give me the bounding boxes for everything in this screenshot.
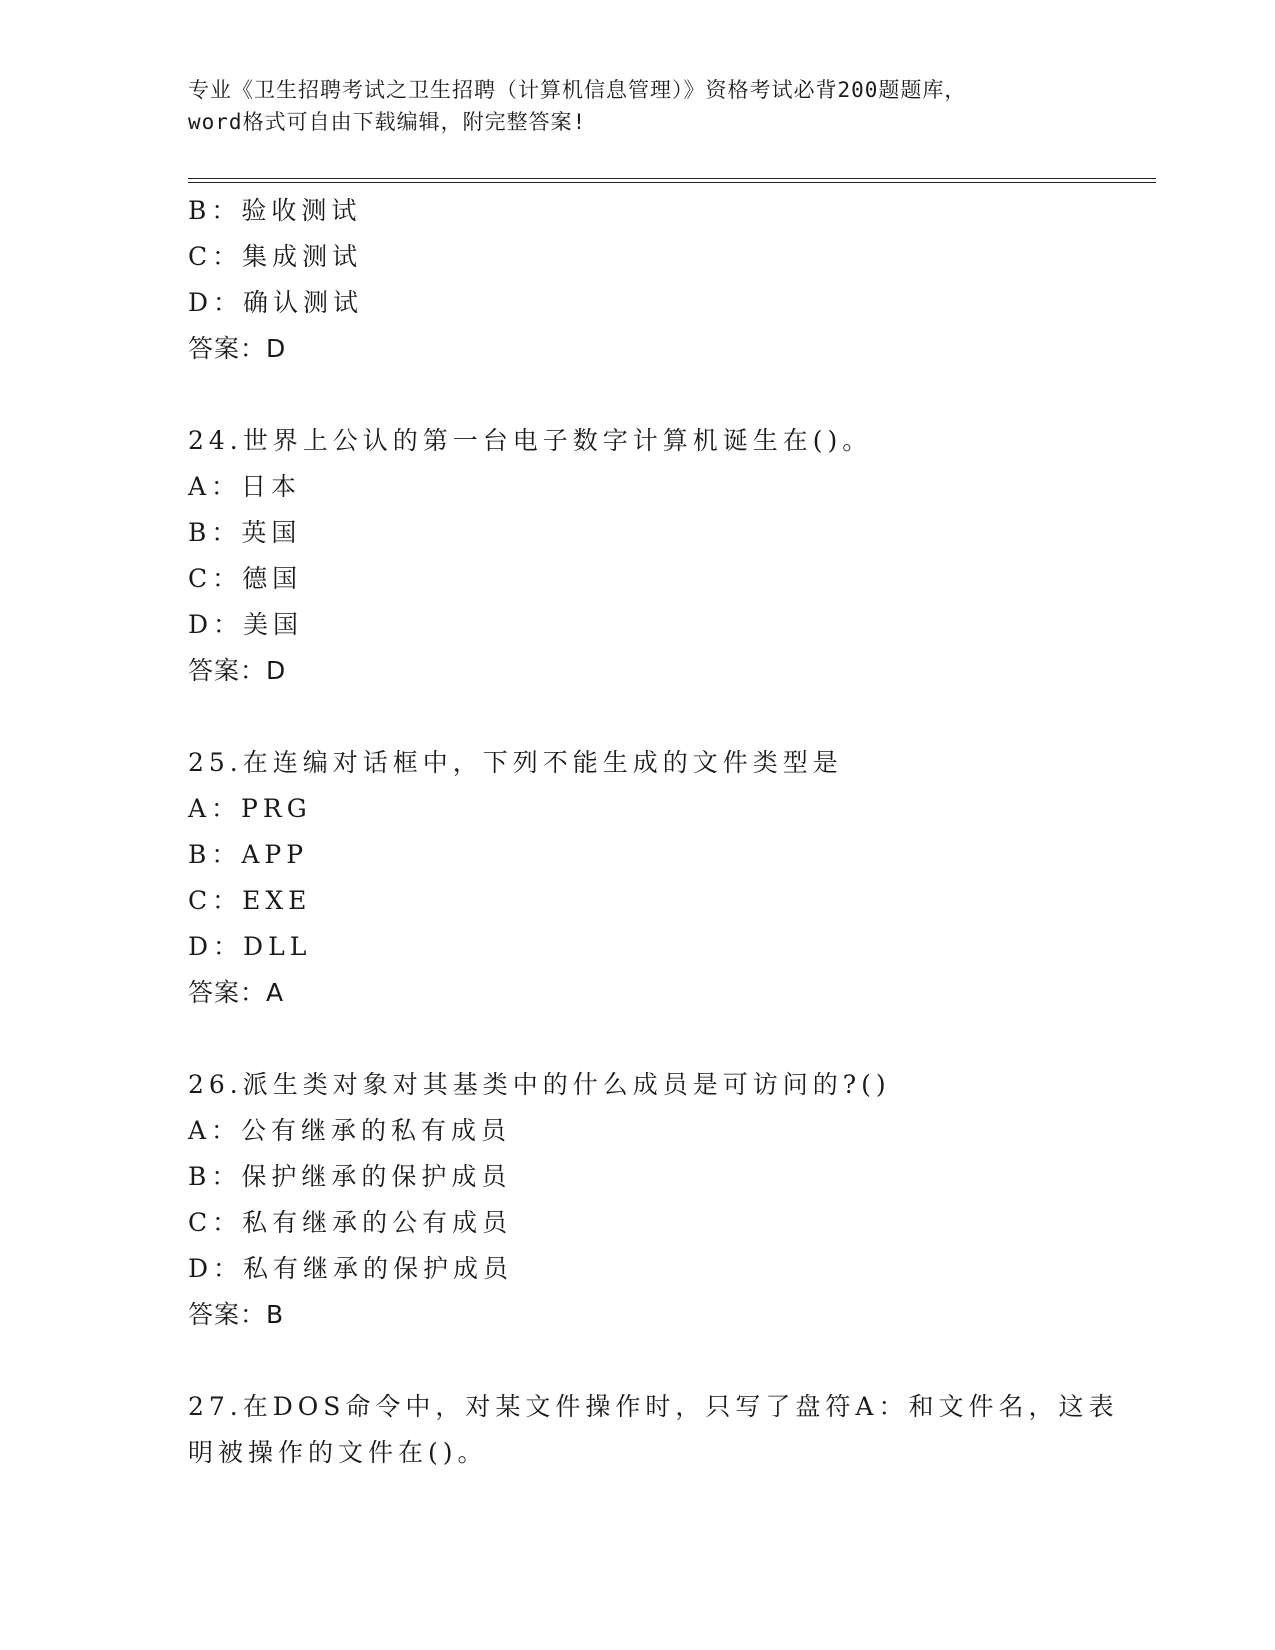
answer-line: 答案：A [188, 978, 285, 1007]
option-a: A：日本 [188, 472, 302, 501]
option-b: B：验收测试 [188, 196, 362, 225]
option-d: D：DLL [188, 932, 312, 961]
option-d: D：私有继承的保护成员 [188, 1254, 514, 1283]
question-26 [188, 1062, 1088, 1338]
answer-line: 答案：D [188, 656, 287, 685]
option-a: A：PRG [188, 794, 312, 823]
option-d: D：确认测试 [188, 288, 364, 317]
answer-line: 答案：D [188, 334, 287, 363]
question-text: 26.派生类对象对其基类中的什么成员是可访问的?() [188, 1070, 891, 1099]
question-23-continuation [188, 188, 1088, 372]
option-c: C：EXE [188, 886, 312, 915]
question-25 [188, 740, 1088, 1016]
header-divider [188, 178, 1156, 183]
question-text: 25.在连编对话框中，下列不能生成的文件类型是 [188, 748, 843, 777]
option-c: C：私有继承的公有成员 [188, 1208, 513, 1237]
option-b: B：APP [188, 840, 309, 869]
question-24 [188, 418, 1088, 694]
option-a: A：公有继承的私有成员 [188, 1116, 512, 1145]
option-d: D：美国 [188, 610, 304, 639]
question-27 [188, 1384, 1119, 1476]
question-text-line-2: 明被操作的文件在()。 [188, 1438, 488, 1467]
question-text-line-1: 27.在DOS命令中，对某文件操作时，只写了盘符A：和文件名，这表 [188, 1392, 1119, 1421]
option-c: C：德国 [188, 564, 303, 593]
header-line-2: word格式可自由下载编辑，附完整答案! [188, 110, 587, 134]
header-line-1: 专业《卫生招聘考试之卫生招聘（计算机信息管理）》资格考试必背200题题库， [188, 78, 967, 102]
answer-line: 答案：B [188, 1300, 285, 1329]
question-list [188, 188, 1119, 1476]
document-header [188, 74, 1088, 138]
option-b: B：保护继承的保护成员 [188, 1162, 512, 1191]
question-text: 24.世界上公认的第一台电子数字计算机诞生在()。 [188, 426, 873, 455]
option-c: C：集成测试 [188, 242, 363, 271]
option-b: B：英国 [188, 518, 302, 547]
